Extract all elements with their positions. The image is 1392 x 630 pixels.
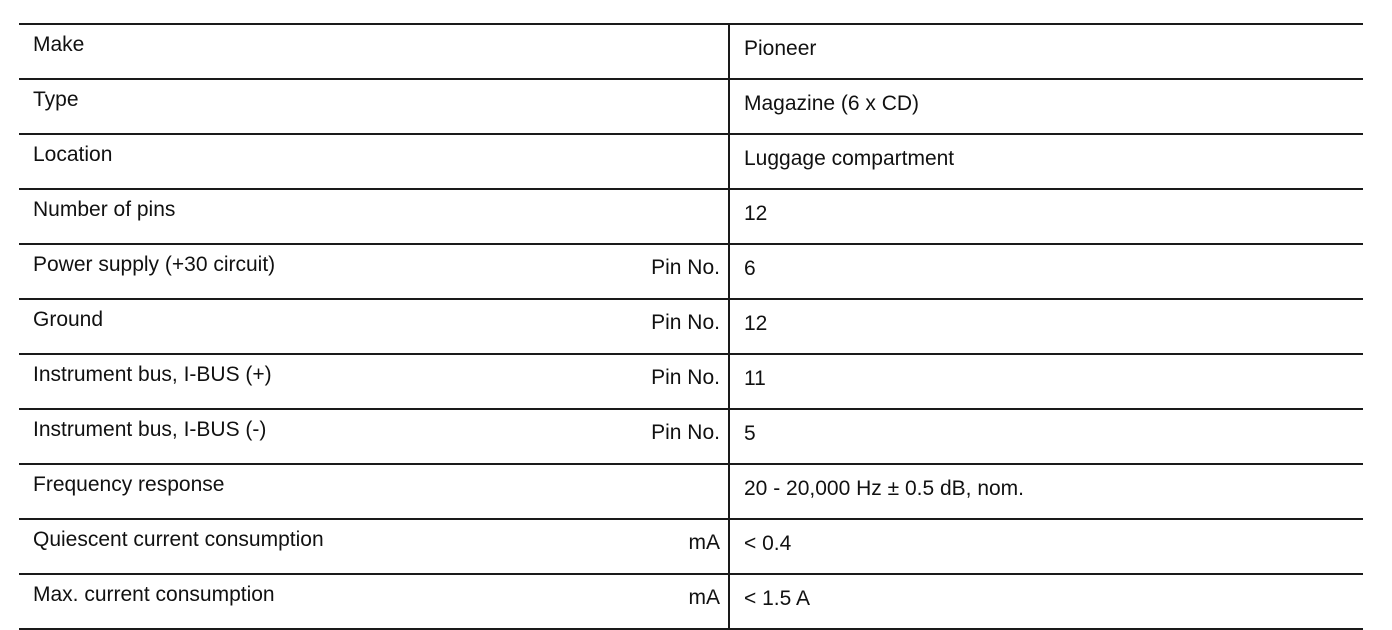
spec-table-body (19, 24, 1363, 629)
table-row (19, 24, 1363, 79)
row-label: Frequency response (19, 464, 606, 519)
spec-table (19, 23, 1363, 630)
row-unit (606, 79, 729, 134)
row-value: Pioneer (729, 24, 1363, 79)
table-row (19, 519, 1363, 574)
table-row (19, 244, 1363, 299)
row-label: Quiescent current consumption (19, 519, 606, 574)
row-label: Type (19, 79, 606, 134)
row-label: Location (19, 134, 606, 189)
row-label: Power supply (+30 circuit) (19, 244, 606, 299)
row-value: 6 (729, 244, 1363, 299)
row-label: Number of pins (19, 189, 606, 244)
row-label: Make (19, 24, 606, 79)
row-value: 12 (729, 299, 1363, 354)
row-value: 5 (729, 409, 1363, 464)
row-value: 11 (729, 354, 1363, 409)
row-unit: Pin No. (606, 299, 729, 354)
row-label: Instrument bus, I-BUS (-) (19, 409, 606, 464)
table-row (19, 134, 1363, 189)
row-unit: mA (606, 574, 729, 629)
row-unit (606, 134, 729, 189)
row-value: 12 (729, 189, 1363, 244)
table-row (19, 354, 1363, 409)
row-unit (606, 189, 729, 244)
row-value: < 0.4 (729, 519, 1363, 574)
row-value: 20 - 20,000 Hz ± 0.5 dB, nom. (729, 464, 1363, 519)
row-unit (606, 24, 729, 79)
row-label: Ground (19, 299, 606, 354)
row-label: Max. current consumption (19, 574, 606, 629)
row-unit: mA (606, 519, 729, 574)
row-unit: Pin No. (606, 244, 729, 299)
row-label: Instrument bus, I-BUS (+) (19, 354, 606, 409)
row-unit (606, 464, 729, 519)
row-value: < 1.5 A (729, 574, 1363, 629)
row-unit: Pin No. (606, 354, 729, 409)
table-row (19, 299, 1363, 354)
table-row (19, 574, 1363, 629)
table-row (19, 189, 1363, 244)
row-unit: Pin No. (606, 409, 729, 464)
table-row (19, 79, 1363, 134)
row-value: Luggage compartment (729, 134, 1363, 189)
row-value: Magazine (6 x CD) (729, 79, 1363, 134)
table-row (19, 464, 1363, 519)
table-row (19, 409, 1363, 464)
